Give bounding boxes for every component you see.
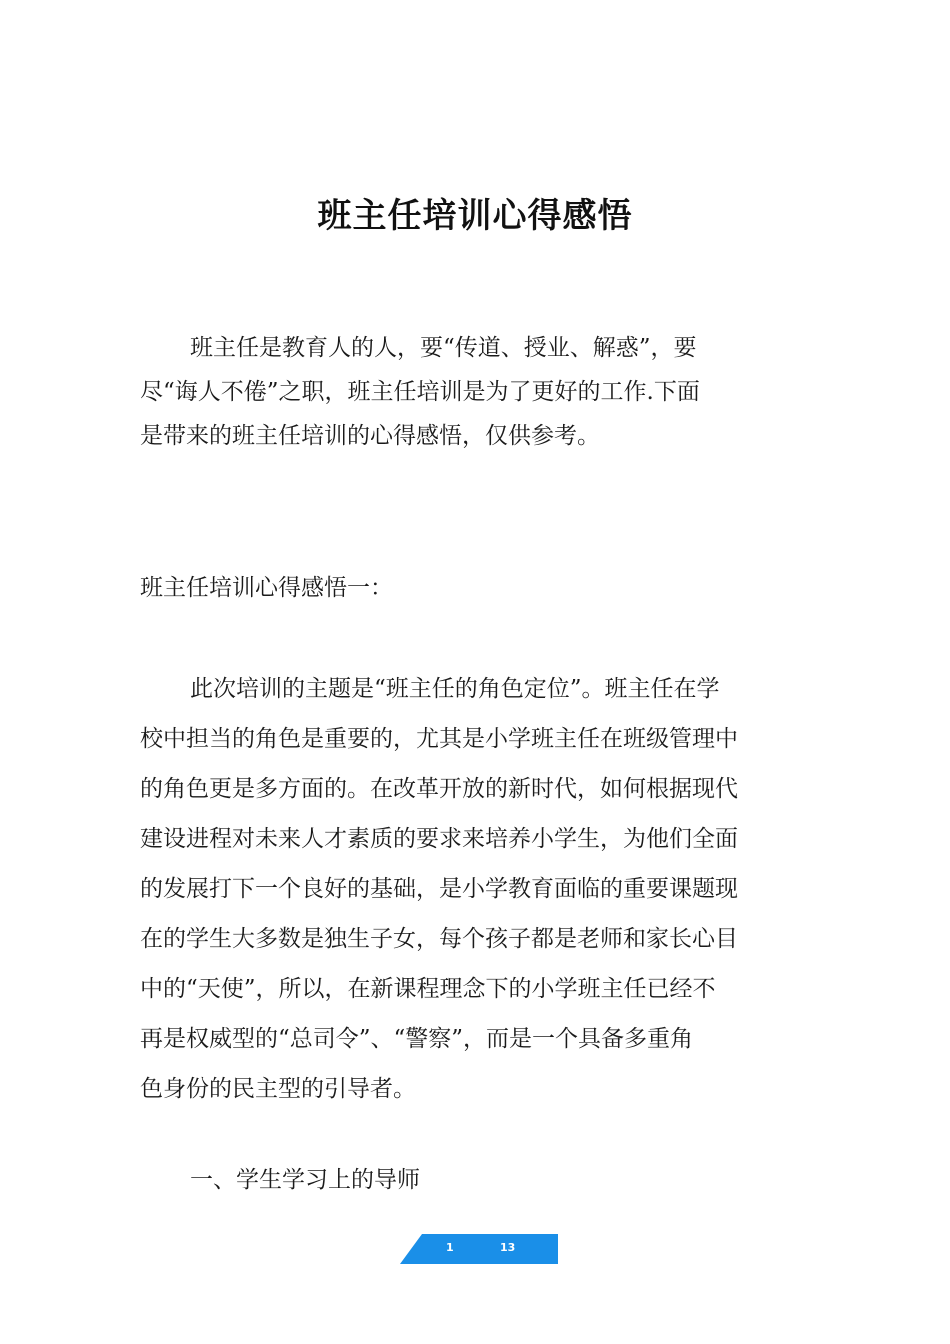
body-line: 再是权威型的“总司令”、“警察”，而是一个具备多重角 <box>140 1026 694 1052</box>
section-heading: 班主任培训心得感悟一： <box>140 575 393 601</box>
body-line: 的发展打下一个良好的基础，是小学教育面临的重要课题现 <box>140 876 738 902</box>
page-total-number: 13 <box>500 1241 516 1254</box>
page-badge-shape <box>400 1234 558 1264</box>
body-line: 校中担当的角色是重要的，尤其是小学班主任在班级管理中 <box>140 726 738 752</box>
body-line: 此次培训的主题是“班主任的角色定位”。班主任在学 <box>190 676 720 702</box>
page-current-number: 1 <box>446 1241 454 1254</box>
intro-line: 尽“诲人不倦”之职，班主任培训是为了更好的工作.下面 <box>140 379 700 405</box>
body-paragraph <box>140 664 830 1114</box>
intro-line: 是带来的班主任培训的心得感悟，仅供参考。 <box>140 423 600 449</box>
body-line: 在的学生大多数是独生子女，每个孩子都是老师和家长心目 <box>140 926 738 952</box>
page-number-badge <box>400 1234 558 1264</box>
body-line: 的角色更是多方面的。在改革开放的新时代，如何根据现代 <box>140 776 738 802</box>
body-line: 中的“天使”，所以，在新课程理念下的小学班主任已经不 <box>140 976 716 1002</box>
document-title: 班主任培训心得感悟 <box>317 196 633 236</box>
intro-line: 班主任是教育人的人，要“传道、授业、解惑”，要 <box>190 335 697 361</box>
body-line: 建设进程对未来人才素质的要求来培养小学生，为他们全面 <box>140 826 738 852</box>
intro-paragraph <box>140 326 800 458</box>
sub-heading: 一、学生学习上的导师 <box>190 1167 420 1193</box>
body-line: 色身份的民主型的引导者。 <box>140 1076 416 1102</box>
